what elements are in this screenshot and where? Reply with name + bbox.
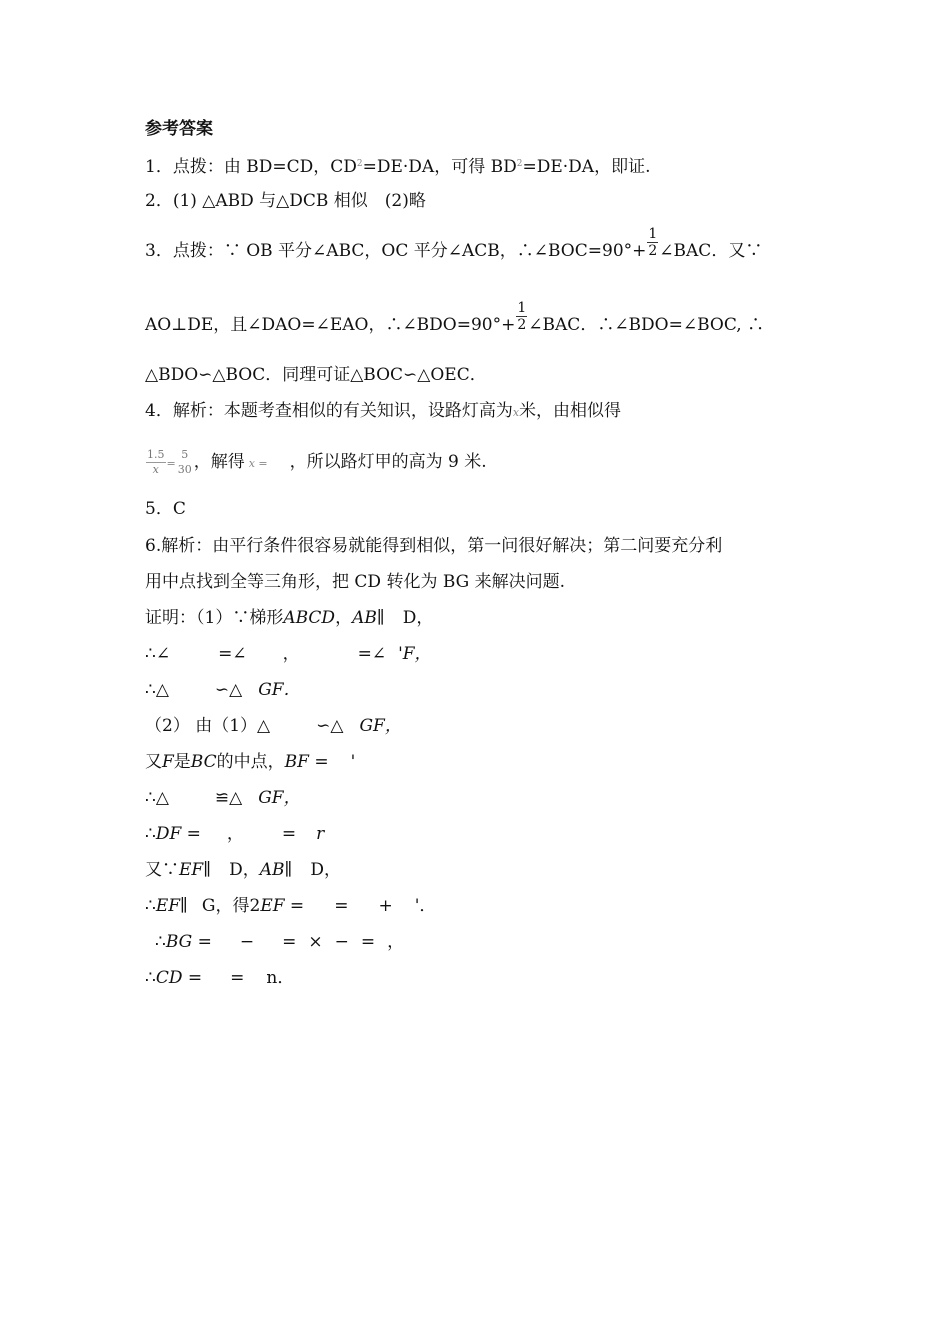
- proof-text: ∴: [145, 968, 156, 988]
- proof-text: =: [281, 824, 297, 844]
- proof-text: r: [316, 824, 325, 844]
- answer-4-text: ，解得: [193, 452, 245, 472]
- fraction-one-half: [516, 300, 527, 333]
- proof-text: 又: [145, 752, 162, 772]
- segment-ef: EF: [155, 896, 181, 916]
- proof-text: DF =: [155, 824, 201, 844]
- answer-3-text: ∠BAC．又∵: [659, 241, 763, 261]
- answer-6-line-1: 6.解析：由平行条件很容易就能得到相似，第一问很好解决；第二问要充分利: [145, 536, 723, 556]
- parallel-symbol: ∥: [284, 860, 293, 880]
- answer-3-text: ∠BAC．∴∠BDO=∠BOC, ∴: [528, 315, 765, 335]
- segment-bc: BC: [190, 752, 217, 772]
- proof-text: =: [360, 932, 376, 952]
- page-title: 参考答案: [145, 119, 213, 139]
- fraction-5-over-30: [177, 448, 193, 477]
- equals-sign: =: [166, 457, 176, 470]
- proof-line-10: [155, 931, 404, 953]
- fraction-denominator: x: [152, 463, 159, 476]
- answer-3-text: 3．点拨：∵ OB 平分∠ABC，OC 平分∠ACB，∴∠BOC=90°+: [145, 241, 647, 261]
- proof-text: ×: [308, 932, 323, 952]
- proof-text: D，: [310, 860, 341, 880]
- answer-1-text: 1．点拨：由 BD=CD，CD: [145, 157, 357, 177]
- superscript: 2: [516, 159, 523, 169]
- fraction-numerator: 1.5: [147, 448, 165, 461]
- proof-text: 是: [173, 752, 191, 772]
- fraction-denominator: 2: [517, 317, 527, 333]
- proof-text: G，得: [201, 896, 250, 916]
- proof-text: BG =: [165, 932, 212, 952]
- answer-4-text: ，所以路灯甲的高为 9 米.: [289, 452, 487, 472]
- proof-text: GF，: [258, 788, 301, 808]
- answer-1-text: =DE·DA，可得 BD: [362, 157, 517, 177]
- proof-text: =: [230, 968, 245, 988]
- parallel-symbol: ∥: [376, 608, 385, 628]
- proof-text: ∴△: [145, 680, 169, 700]
- proof-text: GF．: [258, 680, 301, 700]
- parallel-symbol: ∥: [203, 860, 212, 880]
- proof-text: =: [282, 932, 297, 952]
- proof-line-3: [145, 679, 301, 701]
- answer-3-line-2: [145, 300, 765, 336]
- proof-text: '．: [414, 896, 437, 916]
- proof-text: ∽△: [316, 716, 344, 736]
- segment-ab: AB: [352, 608, 377, 628]
- point-f: F: [162, 752, 174, 772]
- proof-text: ∴: [145, 824, 156, 844]
- variable-x: x: [512, 406, 520, 419]
- trapezoid-name: ABCD: [283, 608, 336, 628]
- fraction-denominator: 2: [648, 243, 658, 259]
- fraction-numerator: 1: [648, 226, 658, 242]
- proof-text: ∴△: [145, 788, 169, 808]
- proof-line-9: [145, 895, 436, 917]
- proof-text: ∴∠: [145, 644, 171, 664]
- proof-text: ∽△: [214, 680, 243, 700]
- parallel-symbol: ∥: [180, 896, 188, 916]
- proof-text: ，: [387, 932, 405, 952]
- proof-text: GF，: [359, 716, 402, 736]
- solve-expression: x =: [248, 457, 268, 470]
- proof-text: ': [350, 752, 356, 772]
- proof-text: =∠: [357, 644, 387, 664]
- fraction-one-half: [647, 226, 658, 259]
- proof-text: ，: [335, 608, 353, 628]
- answer-5: 5．C: [145, 499, 186, 519]
- proof-text: ，: [226, 824, 244, 844]
- proof-text: n．: [266, 968, 295, 988]
- proof-line-4: [145, 715, 402, 737]
- proof-text: −: [334, 932, 349, 952]
- fraction-numerator: 1: [517, 300, 527, 316]
- fraction-numerator: 5: [181, 448, 189, 461]
- proof-text: =∠: [218, 644, 247, 664]
- proof-text: CD =: [155, 968, 203, 988]
- answer-6-line-2: 用中点找到全等三角形，把 CD 转化为 BG 来解决问题.: [145, 572, 566, 592]
- proof-text: +: [378, 896, 393, 916]
- answer-3-line-3: △BDO∽△BOC．同理可证△BOC∽△OEC．: [145, 365, 487, 385]
- answer-4-line-2: [145, 448, 487, 477]
- answer-3-text: AO⊥DE，且∠DAO=∠EAO，∴∠BDO=90°+: [145, 315, 516, 335]
- fraction-denominator: 30: [177, 463, 192, 476]
- answer-2: 2．(1) △ABD 与△DCB 相似 (2)略: [145, 191, 426, 211]
- segment-ef: EF: [179, 860, 204, 880]
- proof-line-7: [145, 823, 324, 845]
- proof-text: （2） 由（1）△: [145, 716, 271, 736]
- proof-line-1: [145, 607, 433, 629]
- proof-line-2: [145, 643, 432, 665]
- answer-4-text: 米，由相似得: [519, 401, 622, 421]
- answer-1-text: =DE·DA，即证.: [522, 157, 651, 177]
- proof-line-8: [145, 859, 341, 881]
- answer-1: [145, 153, 650, 178]
- proof-text: ∴: [145, 896, 156, 916]
- proof-text: =: [334, 896, 349, 916]
- proof-text: D，: [402, 608, 434, 628]
- proof-text: ∴: [155, 932, 166, 952]
- proof-text: EF =: [260, 896, 305, 916]
- answer-3-line-1: [145, 226, 763, 262]
- proof-text: 'F，: [398, 644, 432, 664]
- answer-4-line-1: [145, 400, 621, 424]
- proof-text: 2: [249, 896, 261, 916]
- proof-text: ，: [282, 644, 300, 664]
- answer-4-text: 4．解析：本题考查相似的有关知识，设路灯高为: [145, 401, 513, 421]
- proof-text: BF =: [284, 752, 329, 772]
- proof-line-6: [145, 787, 301, 809]
- superscript: 2: [356, 159, 363, 169]
- proof-text: 的中点，: [216, 752, 285, 772]
- proof-text: 证明：（1）∵梯形: [145, 608, 284, 628]
- proof-line-5: [145, 751, 355, 773]
- fraction-1-5-over-x: [146, 448, 166, 477]
- segment-ab: AB: [259, 860, 285, 880]
- proof-text: 又∵: [145, 860, 179, 880]
- proof-text: D，: [229, 860, 260, 880]
- proof-text: −: [239, 932, 255, 952]
- proof-text: ≌△: [214, 788, 243, 808]
- proof-line-11: [145, 967, 294, 989]
